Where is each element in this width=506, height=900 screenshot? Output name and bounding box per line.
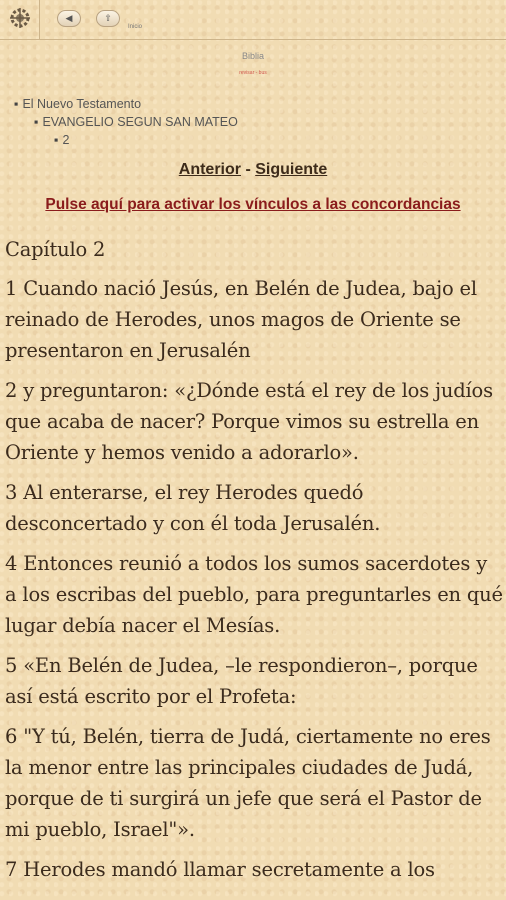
chevron-left-icon: ◀ (65, 13, 73, 23)
next-link[interactable]: Siguiente (255, 161, 328, 178)
verse: 5 «En Belén de Judea, –le respondieron–, porque así está escrito por el Profeta: (5, 654, 478, 708)
verse: 2 y preguntaron: «¿Dónde está el rey de los judíos que acaba de nacer? Porque vimos su estrella en Oriente y hemos venido a adorarlo». (5, 379, 493, 464)
app-logo[interactable] (0, 0, 40, 40)
up-arrow-icon: ⇧ (104, 13, 112, 23)
gear-emblem-icon (7, 5, 33, 36)
top-toolbar (0, 0, 506, 40)
chapter-title: Capítulo 2 (5, 238, 106, 261)
concordance-link[interactable]: Pulse aquí para activar los vínculos a las concordancias (45, 196, 461, 213)
breadcrumb-chapter: ▪ 2 (14, 131, 238, 149)
breadcrumb-book[interactable]: ▪ EVANGELIO SEGUN SAN MATEO (14, 113, 238, 131)
chapter-content (5, 234, 503, 894)
back-button[interactable] (57, 10, 81, 27)
previous-link[interactable]: Anterior (178, 161, 241, 178)
verse: 1 Cuando nació Jesús, en Belén de Judea, bajo el reinado de Herodes, unos magos de Oriente se presentaron en Jerusalén (5, 277, 477, 362)
page-title: Biblia (241, 51, 264, 61)
verse: 4 Entonces reunió a todos los sumos sacerdotes y a los escribas del pueblo, para preguntarles en qué lugar debía nacer el Mesías. (5, 552, 503, 637)
verse: 6 "Y tú, Belén, tierra de Judá, ciertamente no eres la menor entre las principales ciudades de Judá, porque de ti surgirá un jefe que será el Pastor de mi pueblo, Israel"». (5, 725, 491, 841)
nav-separator: - (241, 161, 256, 178)
chapter-navigation (0, 161, 506, 179)
page-subtitle: revisar - bus (239, 70, 267, 76)
breadcrumb-testament[interactable]: ▪ El Nuevo Testamento (14, 95, 238, 113)
nav-label: Inicio (128, 24, 143, 30)
concordance-row (0, 196, 506, 214)
breadcrumb (14, 95, 238, 149)
verse: 3 Al enterarse, el rey Herodes quedó desconcertado y con él toda Jerusalén. (5, 481, 381, 535)
verse: 7 Herodes mandó llamar secretamente a los (5, 858, 435, 881)
home-button[interactable] (96, 10, 120, 27)
page-header (0, 40, 506, 84)
